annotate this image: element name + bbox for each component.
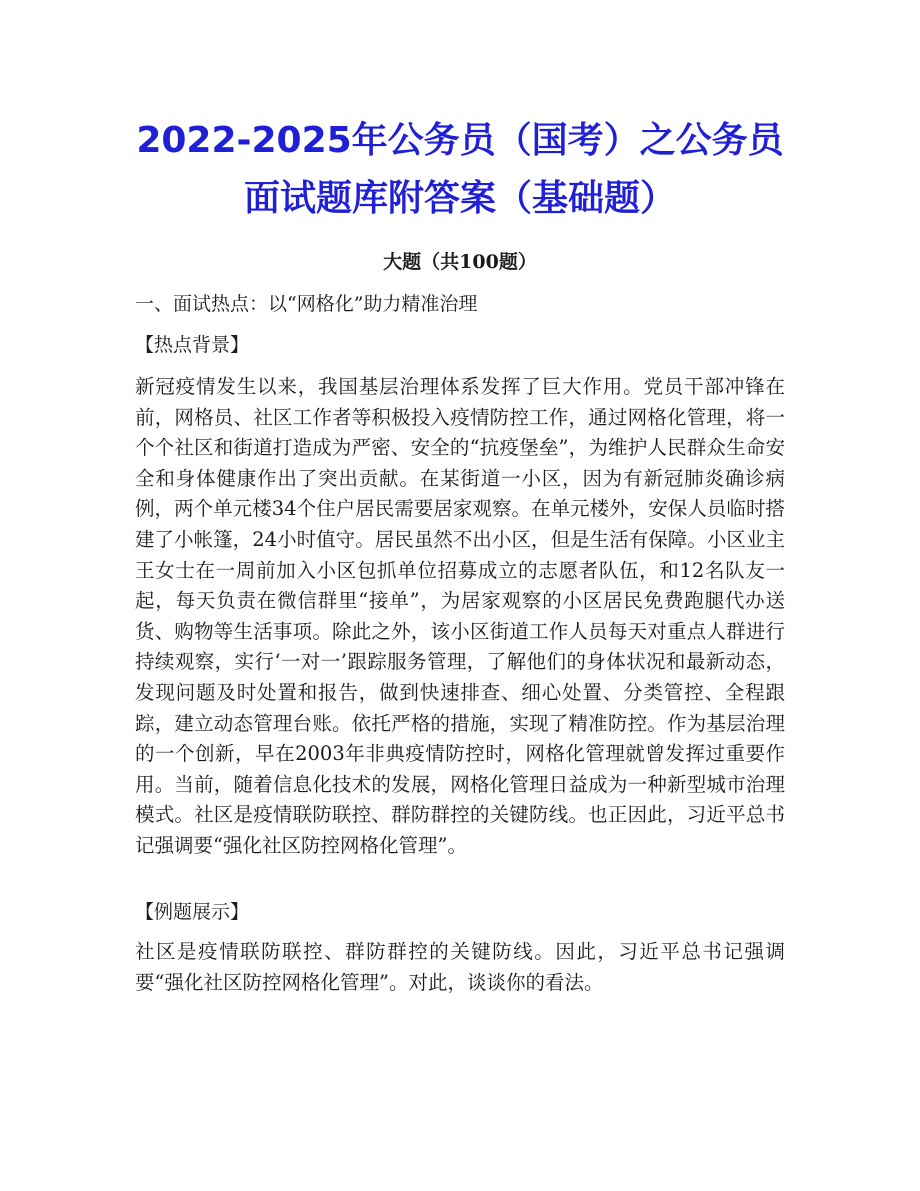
background-paragraph: 新冠疫情发生以来，我国基层治理体系发挥了巨大作用。党员干部冲锋在前，网格员、社区工作者等积极投入疫情防控工作，通过网格化管理，将一个个社区和街道打造成为严密、安全的“抗疫堡垒”，为维护人民群众生命安全和身体健康作出了突出贡献。在某街道一小区，因为有新冠肺炎确诊病例，两个单元楼34个住户居民需要居家观察。在单元楼外，安保人员临时搭建了小帐篷，24小时值守。居民虽然不出小区，但是生活有保障。小区业主王女士在一周前加入小区包抓单位招募成立的志愿者队伍，和12名队友一起，每天负责在微信群里“接单”，为居家观察的小区居民免费跑腿代办送货、购物等生活事项。除此之外，该小区街道工作人员每天对重点人群进行持续观察，实行‘一对一’跟踪服务管理，了解他们的身体状况和最新动态，发现问题及时处置和报告，做到快速排查、细心处置、分类管控、全程跟踪，建立动态管理台账。依托严格的措施，实现了精准防控。作为基层治理的一个创新，早在2003年非典疫情防控时，网格化管理就曾发挥过重要作用。当前，随着信息化技术的发展，网格化管理日益成为一种新型城市治理模式。社区是疫情联防联控、群防群控的关键防线。也正因此，习近平总书记强调要“强化社区防控网格化管理”。	[135, 375, 785, 857]
example-paragraph: 社区是疫情联防联控、群防群控的关键防线。因此，习近平总书记强调要“强化社区防控网格化管理”。对此，谈谈你的看法。	[135, 940, 785, 994]
question-heading: 一、面试热点：以“网格化”助力精准治理	[135, 293, 478, 315]
document-title: 2022-2025年公务员（国考）之公务员面试题库附答案（基础题）	[136, 120, 784, 219]
section-heading: 大题（共100题）	[383, 251, 537, 273]
example-label: 【例题展示】	[135, 901, 250, 923]
background-label: 【热点背景】	[135, 334, 250, 356]
